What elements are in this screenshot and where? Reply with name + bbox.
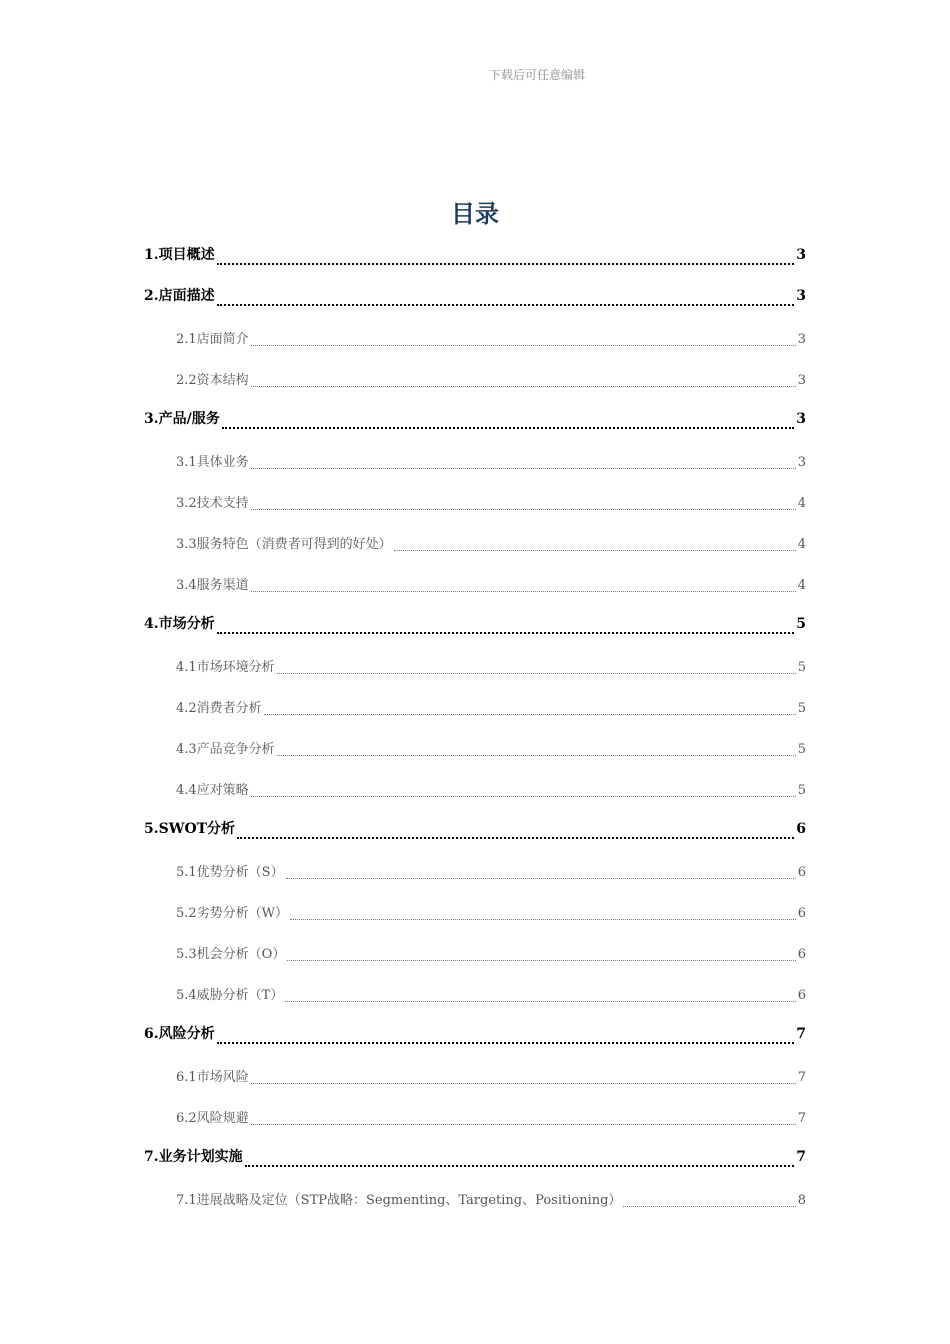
toc-dot-leader <box>286 861 796 892</box>
toc-entry-section[interactable] <box>144 564 806 605</box>
toc-entry-chapter[interactable] <box>144 1015 806 1056</box>
toc-entry-chapter[interactable] <box>144 236 806 277</box>
toc-entry-section[interactable] <box>144 933 806 974</box>
toc-entry-section[interactable] <box>144 974 806 1015</box>
toc-entry-page-number: 6 <box>797 947 806 962</box>
toc-entry-label: 5.1优势分析（S） <box>176 865 284 880</box>
toc-entry-label: 3.4服务渠道 <box>176 578 249 593</box>
page-header-note: 下载后可任意编辑 <box>488 68 585 82</box>
toc-entry-section[interactable] <box>144 1056 806 1097</box>
toc-entry-page-number: 4 <box>797 537 806 552</box>
toc-dot-leader <box>217 285 795 318</box>
toc-dot-leader <box>251 779 796 810</box>
toc-entry-label: 7.1进展战略及定位（STP战略：Segmenting、Targeting、Positioning） <box>176 1193 622 1208</box>
toc-dot-leader <box>251 328 796 359</box>
toc-entry-section[interactable] <box>144 646 806 687</box>
toc-entry-chapter[interactable] <box>144 1138 806 1179</box>
toc-dot-leader <box>287 943 795 974</box>
toc-entry-section[interactable] <box>144 851 806 892</box>
toc-title: 目录 <box>451 200 499 228</box>
toc-entry-label: 3.2技术支持 <box>176 496 249 511</box>
toc-entry-label: 4.4应对策略 <box>176 783 249 798</box>
toc-entry-page-number: 6 <box>797 865 806 880</box>
toc-entry-page-number: 5 <box>797 783 806 798</box>
toc-entry-section[interactable] <box>144 482 806 523</box>
toc-entry-page-number: 3 <box>796 288 806 304</box>
toc-dot-leader <box>251 451 796 482</box>
toc-dot-leader <box>251 369 796 400</box>
toc-entry-label: 2.店面描述 <box>144 288 215 304</box>
toc-dot-leader <box>394 533 796 564</box>
toc-entry-page-number: 5 <box>797 742 806 757</box>
toc-dot-leader <box>251 1066 796 1097</box>
table-of-contents <box>144 236 806 1220</box>
toc-dot-leader <box>251 492 796 523</box>
toc-entry-section[interactable] <box>144 523 806 564</box>
toc-entry-label: 1.项目概述 <box>144 247 215 263</box>
toc-entry-page-number: 6 <box>797 906 806 921</box>
toc-dot-leader <box>245 1146 795 1179</box>
toc-entry-page-number: 5 <box>796 616 806 632</box>
toc-dot-leader <box>277 738 796 769</box>
toc-entry-page-number: 3 <box>797 373 806 388</box>
toc-entry-label: 5.3机会分析（O） <box>176 947 286 962</box>
toc-entry-page-number: 4 <box>797 578 806 593</box>
toc-entry-page-number: 5 <box>797 660 806 675</box>
toc-entry-label: 6.2风险规避 <box>176 1111 249 1126</box>
toc-entry-label: 4.市场分析 <box>144 616 215 632</box>
toc-entry-page-number: 3 <box>796 411 806 427</box>
toc-entry-section[interactable] <box>144 1179 806 1220</box>
toc-dot-leader <box>623 1189 795 1220</box>
toc-entry-label: 2.2资本结构 <box>176 373 249 388</box>
toc-dot-leader <box>290 902 796 933</box>
toc-dot-leader <box>217 1023 795 1056</box>
toc-dot-leader <box>277 656 796 687</box>
toc-entry-label: 3.3服务特色（消费者可得到的好处） <box>176 537 392 552</box>
toc-entry-section[interactable] <box>144 1097 806 1138</box>
toc-entry-page-number: 3 <box>796 247 806 263</box>
toc-dot-leader <box>237 818 794 851</box>
toc-dot-leader <box>217 613 795 646</box>
toc-entry-label: 2.1店面简介 <box>176 332 249 347</box>
toc-entry-page-number: 7 <box>797 1111 806 1126</box>
toc-entry-page-number: 6 <box>797 988 806 1003</box>
toc-entry-section[interactable] <box>144 318 806 359</box>
toc-entry-section[interactable] <box>144 892 806 933</box>
toc-entry-chapter[interactable] <box>144 810 806 851</box>
toc-entry-label: 3.1具体业务 <box>176 455 249 470</box>
toc-entry-page-number: 5 <box>797 701 806 716</box>
toc-entry-page-number: 3 <box>797 455 806 470</box>
toc-entry-chapter[interactable] <box>144 277 806 318</box>
toc-entry-section[interactable] <box>144 441 806 482</box>
toc-entry-page-number: 4 <box>797 496 806 511</box>
toc-entry-label: 4.3产品竞争分析 <box>176 742 275 757</box>
toc-entry-chapter[interactable] <box>144 605 806 646</box>
toc-entry-section[interactable] <box>144 728 806 769</box>
toc-entry-section[interactable] <box>144 359 806 400</box>
toc-entry-page-number: 7 <box>796 1026 806 1042</box>
toc-entry-page-number: 6 <box>796 821 806 837</box>
toc-entry-page-number: 8 <box>797 1193 806 1208</box>
toc-dot-leader <box>217 244 795 277</box>
toc-entry-label: 6.1市场风险 <box>176 1070 249 1085</box>
toc-entry-section[interactable] <box>144 687 806 728</box>
toc-entry-label: 4.2消费者分析 <box>176 701 262 716</box>
toc-dot-leader <box>251 574 796 605</box>
toc-dot-leader <box>264 697 796 728</box>
toc-entry-section[interactable] <box>144 769 806 810</box>
toc-entry-label: 5.4威胁分析（T） <box>176 988 284 1003</box>
toc-dot-leader <box>285 984 795 1015</box>
toc-entry-page-number: 3 <box>797 332 806 347</box>
toc-entry-label: 5.2劣势分析（W） <box>176 906 289 921</box>
toc-entry-page-number: 7 <box>796 1149 806 1165</box>
toc-entry-chapter[interactable] <box>144 400 806 441</box>
toc-dot-leader <box>251 1107 796 1138</box>
toc-entry-label: 5.SWOT分析 <box>144 821 236 837</box>
toc-entry-page-number: 7 <box>797 1070 806 1085</box>
toc-entry-label: 4.1市场环境分析 <box>176 660 275 675</box>
toc-dot-leader <box>222 408 795 441</box>
toc-entry-label: 6.风险分析 <box>144 1026 215 1042</box>
toc-entry-label: 7.业务计划实施 <box>144 1149 243 1165</box>
toc-entry-label: 3.产品/服务 <box>144 411 220 427</box>
